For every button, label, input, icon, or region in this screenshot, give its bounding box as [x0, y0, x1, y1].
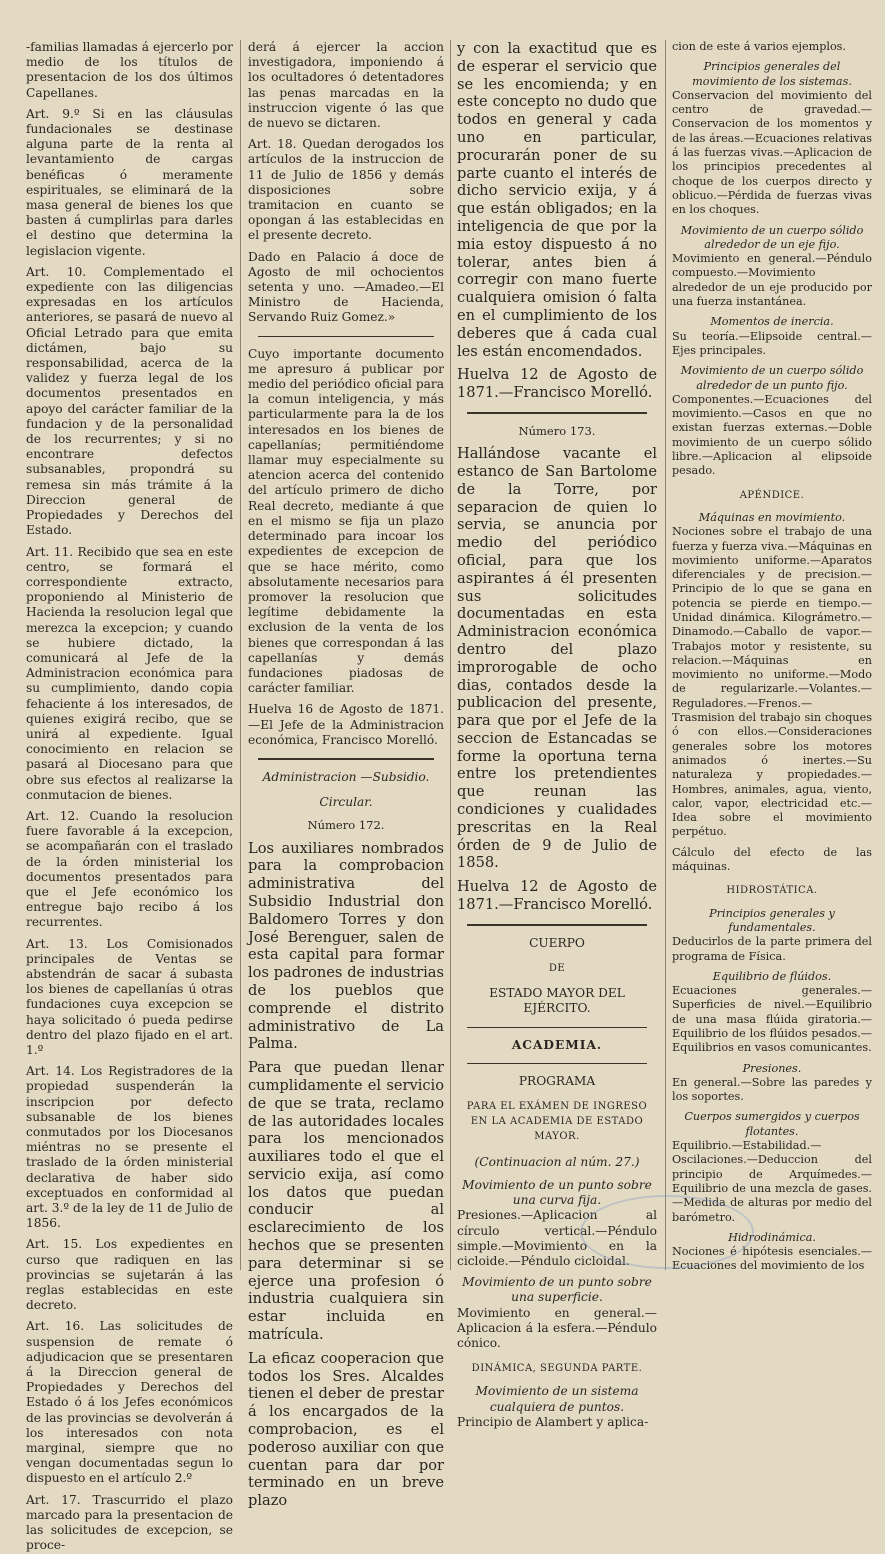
heading-estado-mayor: ESTADO MAYOR DEL EJÉRCITO.	[489, 986, 625, 1016]
column-rule	[450, 40, 451, 1270]
article-16: Art. 16. Las solicitudes de suspension de remate ó adjudicacion que se presentaren á la Direccion general de Propiedades y Derechos del Estado ó á los Jefes económicos de las provincias se devolverán á los interesados con nota marginal, siempre que no vengan documentadas segun lo dispuesto en el artículo 2.º	[26, 1319, 233, 1486]
paragraph: Equilibrio.—Estabilidad.—Oscilaciones.—Deduccion del principio de Arquímedes.—Equilibrio de una mezcla de gases.—Medida de alturas por medio del barómetro.	[672, 1139, 872, 1224]
paragraph: y con la exactitud que es de esperar el servicio que se les encomienda; y en este concepto no dudo que todos en general y cada uno en particular, procurarán poner de su parte cuanto el interés de dicho servicio exija, y á que están obligados; en la inteligencia de que por la mia estoy dispuesto á no tolerar, antes bien á corregir con mano fuerte cualquiera omision ó falta en el cumplimiento de los deberes que á cada cual les están encomendados.	[457, 40, 657, 360]
article-14: Art. 14. Los Registradores de la propiedad suspenderán la inscripcion por defecto subsanable de los bienes conmutados por los Diocesanos miéntras no se presente el traslado de la órden ministerial declarativa de haber sido exceptuados en conformidad al art. 3.º de la ley de 11 de Julio de 1856.	[26, 1064, 233, 1231]
notice-number: Número 172.	[307, 818, 385, 833]
subheading: Cuerpos sumergidos y cuerpos flotantes.	[684, 1110, 860, 1138]
paragraph: -familias llamadas á ejercerlo por medio de los títulos de presentacion de los dos últimos Capellanes.	[26, 40, 233, 100]
column-3	[457, 40, 657, 1429]
paragraph: Componentes.—Ecuaciones del movimiento.—Casos en que no existan fuerzas externas.—Doble movimiento de un cuerpo sólido libre.—Aplicacion al elipsoide pesado.	[672, 392, 872, 478]
article-10: Art. 10. Complementado el expediente con las diligencias expresadas en los artículos anteriores, se pasará de nuevo al Oficial Letrado para que emita dictámen, bajo su responsabilidad, acerca de la validez y fuerza legal de los documentos presentados en apoyo del carácter familiar de la fundacion y de la personalidad de los recurrentes; y si no encontrare defectos subsanables, propondrá su remesa sin más trámite á la Direccion general de Propiedades y Derechos del Estado.	[26, 264, 233, 538]
heading-cuerpo: CUERPO	[529, 935, 585, 950]
paragraph: Principio de Alambert y aplica-	[457, 1414, 649, 1429]
column-1	[26, 40, 233, 1553]
column-rule	[240, 40, 241, 1270]
paragraph: Presiones.—Aplicacion al círculo vertical.—Péndulo simple.—Movimiento en la cicloide.—Péndulo cicloidal.	[457, 1208, 657, 1268]
subheading: Principios generales y fundamentales.	[709, 906, 835, 934]
signature: Huelva 16 de Agosto de 1871. —El Jefe de la Administracion económica, Francisco Morelló.	[248, 702, 444, 747]
article-18: Art. 18. Quedan derogados los artículos de la instruccion de 11 de Julio de 1856 y demás disposiciones sobre tramitacion en cuanto se opongan á las establecidas en el presente decreto.	[248, 137, 444, 243]
article-13: Art. 13. Los Comisionados principales de Ventas se abstendrán de sacar á subasta los bienes de capellanías ú otras fundaciones cuya excepcion se haya solicitado ó pueda pedirse dentro del plazo fijado en el art. 1.º	[26, 936, 233, 1057]
subheading: Movimiento de un punto sobre una superficie.	[462, 1275, 652, 1305]
intro-paragraph: Cuyo importante documento me apresuro á publicar por medio del periódico oficial para la comun inteligencia, y más particularmente para la de los interesados en los bienes de capellanías; permitiéndome llamar muy especialmente su atencion acerca del contenido del artículo primero de dicho Real decreto, mediante á que en el mismo se fija un plazo determinado para incoar los expedientes de excepcion de que se hace mérito, como absolutamente necesarios para promover la resolucion que legítime debidamente la exclusion de la venta de los bienes que correspondan á las capellanías y demás fundaciones piadosas de carácter familiar.	[248, 346, 444, 696]
column-rule	[665, 40, 666, 1270]
paragraph: Ecuaciones generales.—Superficies de nivel.—Equilibrio de una masa flúida giratoria.—Equilibrio de los flúidos pesados.—Equilibrios en vasos comunicantes.	[672, 984, 872, 1055]
subheading: Movimiento de un punto sobre una curva fija.	[462, 1177, 652, 1208]
heading-academia: ACADEMIA.	[511, 1037, 603, 1052]
signature: Huelva 12 de Agosto de 1871.—Francisco Morelló.	[457, 878, 657, 914]
subheading: Momentos de inercia.	[710, 315, 834, 329]
divider	[258, 758, 434, 760]
paragraph: La eficaz cooperacion que todos los Sres. Alcaldes tienen el deber de prestar á los encargados de la comprobacion, es el poderoso auxiliar con que cuentan para dar por terminado en un breve plazo	[248, 1349, 444, 1510]
paragraph: Cálculo del efecto de las máquinas.	[672, 845, 872, 874]
divider	[467, 924, 647, 926]
divider	[467, 1027, 647, 1028]
decree-signature: Dado en Palacio á doce de Agosto de mil ochocientos setenta y uno. —Amadeo.—El Ministro de Hacienda, Servando Ruiz Gomez.»	[248, 249, 444, 325]
article-12: Art. 12. Cuando la resolucion fuere favorable á la excepcion, se acompañarán con el traslado de la órden ministerial los documentos presentados para que el Jefe económico los entregue bajo recibo á los recurrentes.	[26, 808, 233, 930]
subheading: Máquinas en movimiento.	[698, 510, 846, 524]
article-9: Art. 9.º Si en las cláusulas fundacionales se destinase alguna parte de la renta al levantamiento de cargas benéficas ó meramente espirituales, se eliminará de la masa general de bienes los que basten á cumplirlas para darles el destino que determina la legislacion vigente.	[26, 106, 233, 258]
divider	[467, 1063, 647, 1064]
paragraph: Hallándose vacante el estanco de San Bartolome de la Torre, por separacion de quien lo servia, se anuncia por medio del periódico oficial, para que los aspirantes á él presenten sus solicitudes documentadas en esta Administracion económica dentro del plazo improrogable de ocho dias, contados desde la publicacion del presente, para que por el Jefe de la seccion de Estancadas se forme la oportuna terna entre los pretendientes que reunan las condiciones y cualidades prescritas en la Real órden de 9 de Julio de 1858.	[457, 445, 657, 872]
signature: Huelva 12 de Agosto de 1871.—Francisco Morelló.	[457, 366, 657, 402]
programa-subtitle: PARA EL EXÁMEN DE INGRESO EN LA ACADEMIA DE ESTADO MAYOR.	[466, 1101, 648, 1143]
subheading: APÉNDICE.	[739, 489, 805, 501]
article-17: Art. 17. Trascurrido el plazo marcado para la presentacion de las solicitudes de excepcion, se proce-	[26, 1492, 233, 1553]
subheading: Movimiento de un cuerpo sólido alrededor de un punto fijo.	[680, 364, 864, 392]
column-2	[248, 40, 444, 1510]
subheading: Hidrodinámica.	[728, 1230, 816, 1244]
library-stamp-watermark	[580, 1195, 754, 1269]
divider	[258, 336, 434, 337]
subheading: DINÁMICA, SEGUNDA PARTE.	[471, 1363, 643, 1375]
subheading: HIDROSTÁTICA.	[726, 885, 818, 897]
article-11: Art. 11. Recibido que sea en este centro, se formará el correspondiente extracto, proponiendo al Ministerio de Hacienda la resolucion legal que merezca la excepcion; y cuando se hubiere dictado, la comunicará al Jefe de la Administracion económica para su cumplimiento, dando copia fehaciente á los interesados, de quienes exigirá recibo, que se unirá al expediente. Igual conocimiento en relacion se pasará al Diocesano para que obre sus efectos al realizarse la conmutacion de bienes.	[26, 544, 233, 802]
section-title: Administracion —Subsidio.	[262, 769, 430, 784]
article-15: Art. 15. Los expedientes en curso que radiquen en las provincias se sujetarán á las reglas establecidas en este decreto.	[26, 1237, 233, 1313]
subheading: Movimiento de un sistema cualquiera de puntos.	[475, 1384, 639, 1414]
paragraph: Los auxiliares nombrados para la comprobacion administrativa del Subsidio Industrial don Baldomero Torres y don José Berenguer, salen de esta capital para formar los padrones de industrias de los pueblos que comprende el distrito administrativo de La Palma.	[248, 839, 444, 1053]
continuation-note: (Continuacion al núm. 27.)	[474, 1154, 640, 1169]
paragraph: Movimiento en general.—Aplicacion á la esfera.—Péndulo cónico.	[457, 1305, 657, 1350]
paragraph: En general.—Sobre las paredes y los soportes.	[672, 1075, 872, 1104]
heading-programa: PROGRAMA	[518, 1073, 596, 1088]
notice-number: Número 173.	[518, 423, 596, 438]
paragraph: Su teoría.—Elipsoide central.—Ejes principales.	[672, 329, 872, 357]
paragraph: derá á ejercer la accion investigadora, imponiendo á los ocultadores ó detentadores las penas marcadas en la instruccion vigente ó las que de nuevo se dictaren.	[248, 40, 444, 131]
paragraph: Conservacion del movimiento del centro de gravedad.—Conservacion de los momentos y de las áreas.—Ecuaciones relativas á las fuerzas vivas.—Aplicacion de los principios precedentes al choque de los cuerpos directo y oblicuo.—Pérdida de fuerzas vivas en los choques.	[672, 88, 872, 217]
circular-title: Circular.	[319, 795, 373, 810]
column-4	[672, 40, 872, 1280]
paragraph: Nociones sobre el trabajo de una fuerza y fuerza viva.—Máquinas en movimiento uniforme.—Aparatos diferenciales y de precision.—Principio de lo que se gana en potencia se pierde en tiempo.—Unidad dinámica. Kilográmetro.—Dinamodo.—Caballo de vapor.—Trabajos motor y resistente, su relacion.—Máquinas en movimiento no uniforme.—Modo de regularizarle.—Volantes.—Reguladores.—Frenos.—Trasmision del trabajo sin choques ó con ellos.—Consideraciones generales sobre los motores animados ó inertes.—Su naturaleza y propiedades.—Hombres, animales, agua, viento, calor, vapor, electricidad etc.—Idea sobre el movimiento perpétuo.	[672, 525, 872, 839]
paragraph: Movimiento en general.—Péndulo compuesto.—Movimiento alrededor de un eje producido por una fuerza instantánea.	[672, 252, 872, 309]
paragraph: Nociones é hipótesis esenciales.—Ecuaciones del movimiento de los	[672, 1245, 872, 1273]
subheading: Movimiento de un cuerpo sólido alrededor de un eje fijo.	[680, 223, 864, 251]
paragraph: cion de este á varios ejemplos.	[672, 40, 846, 53]
divider	[467, 412, 647, 414]
heading-de: DE	[548, 963, 566, 975]
paragraph: Deducirlos de la parte primera del programa de Física.	[672, 935, 872, 963]
paragraph: Para que puedan llenar cumplidamente el servicio de que se trata, reclamo de las autoridades locales para los mencionados auxiliares todo el que el servicio exija, así como los datos que puedan conducir al esclarecimiento de los hechos que se presenten para determinar si se ejerce una profesion ó industria cualquiera sin estar incluida en matrícula.	[248, 1059, 444, 1344]
subheading: Equilibrio de flúidos.	[712, 969, 832, 983]
subheading: Principios generales del movimiento de los sistemas.	[692, 60, 852, 88]
subheading: Presiones.	[742, 1061, 802, 1075]
